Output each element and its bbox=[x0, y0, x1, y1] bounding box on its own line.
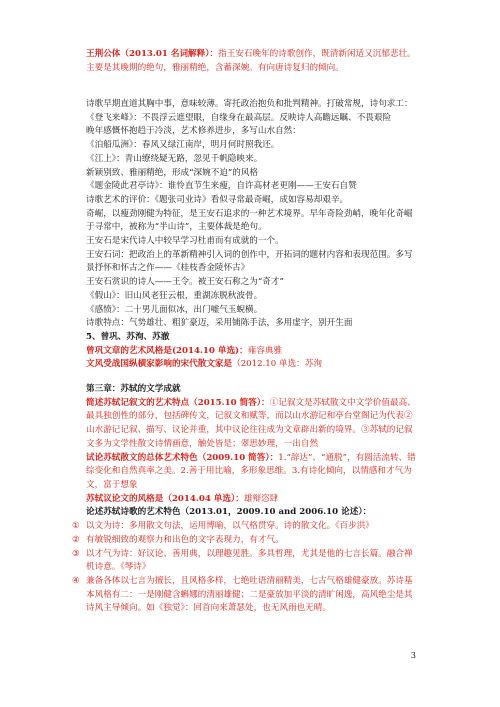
section5-line2 bbox=[86, 358, 421, 372]
poetry-line: 《题金陵此君亭诗》：谁怜直节生来瘦，自许高材老更刚——王安石自赞 bbox=[86, 181, 357, 192]
item-number: ② bbox=[72, 534, 80, 545]
poetry-line: 王安石是宋代诗人中较早学习杜甫而有成就的一个。 bbox=[86, 236, 284, 247]
item-text: 以才气为诗：好议论、善用典，以理趣见胜。多具哲理，尤其是他的七言长篇。融合禅机诗意。《琴诗》 bbox=[86, 548, 413, 573]
q4-item bbox=[72, 520, 421, 534]
q1-paragraph bbox=[86, 397, 421, 452]
suxun-answer: 苏洵 bbox=[304, 359, 322, 370]
q1-question: 简述苏轼记叙文的艺术特点（2015.10 简答）： bbox=[86, 397, 270, 408]
poetry-line: 王安石词：把政治上的革新精神引入词的创作中，开拓词的题材内容和表现范围。多写景抒怀和怀古之作——《桂枝香金陵怀古》 bbox=[86, 249, 413, 274]
q3-question: 苏轼议论文的风格是（2014.04 单选）： bbox=[86, 493, 244, 504]
section5-title: 5、曾巩、苏洵、苏澈 bbox=[86, 331, 170, 342]
poetry-line: 诗歌特点：气势雄壮、粗犷豪迈，采用铺陈手法，多用虚字，别开生面 bbox=[86, 318, 353, 329]
q3-paragraph bbox=[86, 493, 421, 507]
wang-paragraph bbox=[86, 48, 421, 75]
item-text: 有敏锐细致的观察力和出色的文字表现力，有才气。 bbox=[86, 534, 284, 545]
item-text: 兼备各体以七言为擅长，且风格多样，七绝吐语清丽精美，七古气格雄健豪放。苏诗基本风格有二：一是刚健含蝌娜的清丽雄健；二是豪放加平淡的清旷闲逸，高风绝尘是其诗风主导倾向。如《独觉》：回首向来萧瑟处，也无风雨也无晴。 bbox=[86, 575, 413, 614]
wang-term: 王荆公体 bbox=[86, 49, 121, 59]
poetry-line: 奇崛，以瘦劲刚健为特征，是王安石追求的一种艺术境界。早年奇险劲峭，晚年化奇崛于寻常中，被称为“半山诗”，主要体裁是绝句。 bbox=[86, 208, 413, 233]
poetry-line: 《登飞来峰》：不畏浮云遮望眼，自缘身在最高层。反映诗人高瞻远瞩、不畏艰险 bbox=[86, 112, 392, 123]
poetry-line: 《感愤》：二十男儿面似冰，出门嘘气玉蜺横。 bbox=[86, 304, 263, 315]
q4-question: 论述苏轼诗歌的艺术特色（2013.01，2009.10 and 2006.10 论述）： bbox=[86, 507, 372, 518]
suxun-question: 文风受战国纵横家影响的宋代散文家是 bbox=[86, 359, 233, 370]
section5-line1 bbox=[86, 345, 421, 359]
q3-answer: 雄辩恣肆 bbox=[243, 493, 279, 504]
q4-item bbox=[72, 575, 421, 616]
poetry-line: 诗歌早期直道其胸中事，意味较薄。寄托政治抱负和批判精神。打破常规，诗句求工： bbox=[86, 99, 413, 109]
poetry-line: 晚年感慨怀抱趋于冷淡，艺术修养进步，多写山水自然： bbox=[86, 126, 301, 137]
spacer bbox=[86, 372, 421, 383]
item-number: ③ bbox=[72, 548, 80, 559]
q4-item bbox=[72, 534, 421, 548]
poetry-line: 《假山》：旧山风老狂云根，重湖冻脱秋波骨。 bbox=[86, 290, 263, 301]
item-text: 以文为诗：多用散文句法，运用博喻，以气格贯穿。诗的散文化。《百步洪》 bbox=[86, 521, 374, 532]
q2-question: 试论苏轼散文的总体艺术特色（2009.10 简答）： bbox=[86, 452, 279, 463]
q2-answer: 1.“辞达”、“通脱”，有圆活流转、错综变化和自然真率之美。2.善于用比喻，多形象思维。3.有诗化倾向，以情感和才气为文，富于想象 bbox=[86, 452, 416, 490]
wang-definition: 指王安石晚年的诗歌创作，既清新闲适又沉郁悲壮。主要是其晚期的绝句，雅丽精绝，含蓄深婉。有向唐诗复归的倾向。 bbox=[86, 49, 416, 73]
poetry-line: 诗歌艺术的评价：《题张司业诗》看似寻常最奇崛，成如容易却艰辛。 bbox=[86, 194, 349, 205]
poetry-line: 《泊船瓜洲》：春风又绿江南岸，明月何时照我还。 bbox=[86, 140, 280, 151]
poetry-line: 王安石赏识的诗人——王令。被王安石称之为“奇才” bbox=[86, 277, 284, 288]
q1-answer: ①记叙文是苏轼散文中文学价值最高、最具独创性的部分，包括碑传文，记叙文和赋等，而以山水游记和亭台堂阁记为代表②山水游记记叙、描写、议论并重，其中议论往往成为文章辟出新的境界。③苏轼的记叙文多为文学性散文诗情画意，触处皆是；翠思妙理，一出自然 bbox=[86, 397, 416, 449]
item-number: ④ bbox=[72, 575, 80, 586]
poetry-line: 新颖别致、雅丽精绝，形成“深婉不迫”的风格 bbox=[86, 167, 259, 178]
chapter3-title: 第三章：苏轼的文学成就 bbox=[86, 384, 181, 395]
item-number: ① bbox=[72, 521, 80, 532]
wang-tag: （2013.01 名词解释）： bbox=[120, 49, 219, 59]
q2-paragraph bbox=[86, 452, 421, 493]
zenggong-question: 曾巩文章的艺术风格是(2014.10 单选)： bbox=[86, 345, 248, 356]
poetry-line: 《江上》：青山缭绕疑无路，忽见千帆隐映来。 bbox=[86, 153, 263, 164]
content-block-2 bbox=[72, 98, 421, 616]
suxun-tag: （2012.10 单选： bbox=[232, 359, 305, 370]
q4-item bbox=[72, 548, 421, 575]
page-number: 3 bbox=[410, 651, 416, 660]
content-block-1 bbox=[86, 48, 421, 75]
zenggong-answer: 雍容典雅 bbox=[247, 345, 283, 356]
